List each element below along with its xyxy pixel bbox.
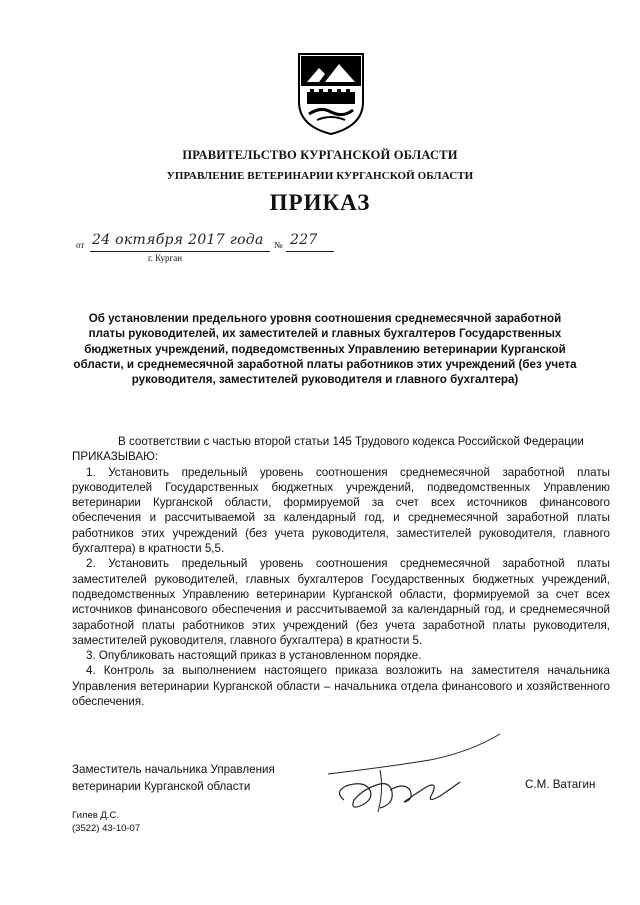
department-name: УПРАВЛЕНИЕ ВЕТЕРИНАРИИ КУРГАНСКОЙ ОБЛАСТИ <box>166 170 474 182</box>
preamble: В соответствии с частью второй статьи 145 Трудового кодекса Российской Федерации <box>118 435 584 448</box>
order-item-3: 3. Опубликовать настоящий приказ в установленном порядке. <box>86 649 422 663</box>
government-name: ПРАВИТЕЛЬСТВО КУРГАНСКОЙ ОБЛАСТИ <box>182 148 458 162</box>
order-body <box>72 434 610 709</box>
date-underline <box>90 251 270 252</box>
executor-info <box>72 809 140 835</box>
date-number-line <box>76 232 356 254</box>
number-underline <box>286 251 334 252</box>
document-title: ПРИКАЗ <box>269 190 371 215</box>
signer-position-line2: ветеринарии Курганской области <box>72 780 251 793</box>
executor-name: Гилев Д.С. <box>72 810 120 821</box>
order-subject: Об установлении предельного уровня соотношения среднемесячной заработной платы руководителей, их заместителей и главных бухгалтеров Государственных бюджетных учреждений, подведомственных Управлению ветеринарии Курганской области, и среднемесячной заработной платы работников этих учреждений (без учета руководителя, заместителей руководителя и главного бухгалтера) <box>73 312 577 387</box>
number-label: № <box>274 240 283 250</box>
signer-position-line1: Заместитель начальника Управления <box>72 763 275 776</box>
executor-phone: (3522) 43-10-07 <box>72 823 141 834</box>
order-date-handwritten: 24 октября 2017 года <box>92 232 264 248</box>
city-label: г. Курган <box>148 253 183 263</box>
order-item-2: 2. Установить предельный уровень соотношения среднемесячной заработной платы заместителей руководителей, главных бухгалтеров Государственных бюджетных учреждений, подведомственных Управлению ветеринарии Курганской области, формируемой за счет всех источников финансового обеспечения и рассчитываемой за календарный год, и среднемесячной заработной платы работников этих учреждений (без учета заработной платы руководителя, заместителей руководителя, главного бухгалтера) в кратности 5. <box>72 557 610 647</box>
date-from-label: от <box>76 240 85 250</box>
kurgan-coat-of-arms-icon <box>297 52 365 136</box>
order-item-4: 4. Контроль за выполнением настоящего приказа возложить на заместителя начальника Управления ветеринарии Курганской области – начальника отдела финансового и хозяйственного обеспечения. <box>72 664 610 709</box>
signer-position <box>72 761 275 795</box>
order-word: ПРИКАЗЫВАЮ: <box>72 450 159 464</box>
handwritten-signature-icon <box>320 730 510 820</box>
order-number-handwritten: 227 <box>290 232 318 248</box>
signer-name: С.М. Ватагин <box>525 778 596 791</box>
order-item-1: 1. Установить предельный уровень соотношения среднемесячной заработной платы руководителей Государственных бюджетных учреждений, подведомственных Управлению ветеринарии Курганской области, формируемой за счет всех источников финансового обеспечения и рассчитываемой за календарный год, и среднемесячной заработной платы работников этих учреждений (без учета руководителя, заместителей руководителя, главного бухгалтера) в кратности 5,5. <box>72 465 610 556</box>
